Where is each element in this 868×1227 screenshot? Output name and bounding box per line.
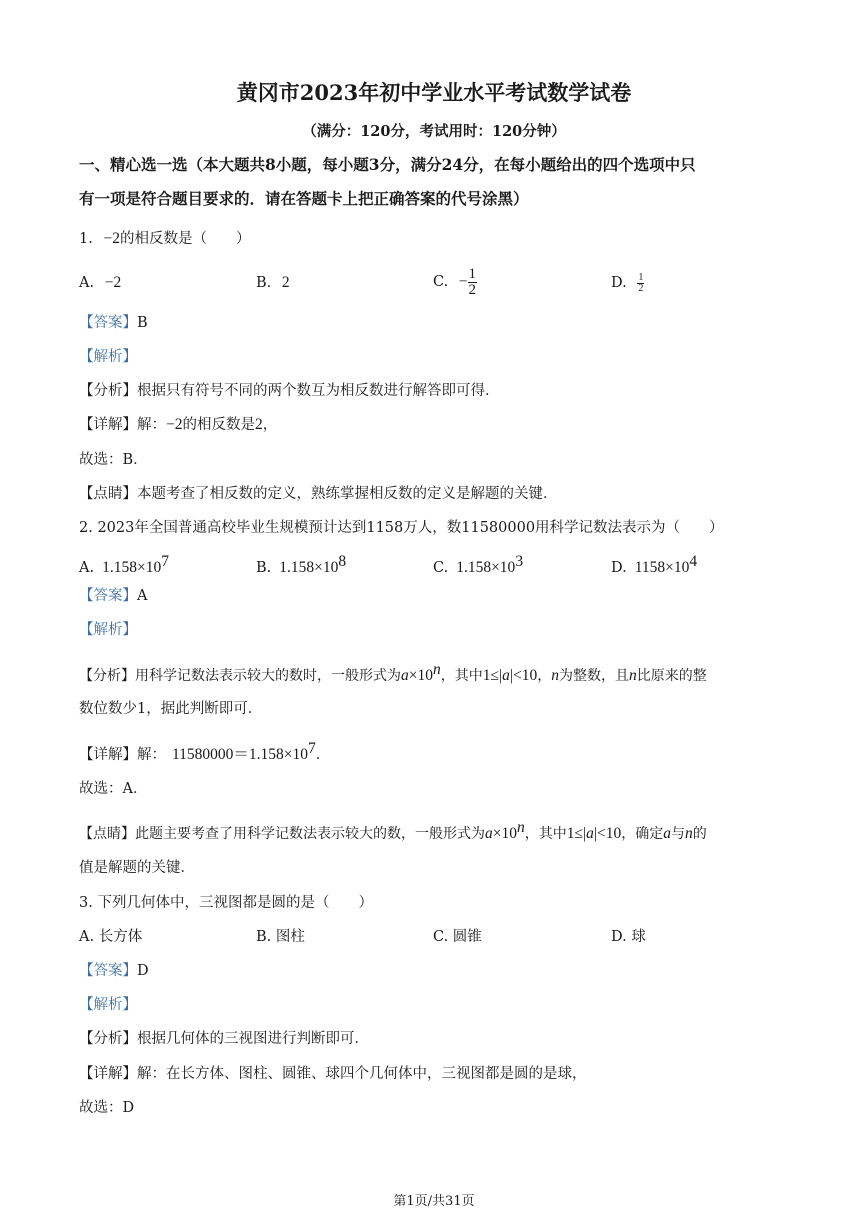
- answer-tag: 【答案】: [79, 963, 137, 979]
- text: 解：: [137, 747, 166, 763]
- option-label: C.: [433, 274, 449, 290]
- math-variable: a: [663, 825, 671, 842]
- fenxi-text: 根据几何体的三视图进行判断即可．: [137, 1031, 369, 1047]
- fenxi-line: [79, 381, 500, 401]
- analysis-line: [79, 620, 137, 640]
- math-variable: n: [684, 825, 693, 842]
- section-heading-line2: 有一项是符合题目要求的．请在答题卡上把正确答案的代号涂黑）: [79, 189, 529, 208]
- dianjing-line-2: 值是解题的关键．: [79, 860, 195, 876]
- option-label: D.: [611, 275, 627, 291]
- option-label: B.: [256, 560, 272, 576]
- option-a: [79, 273, 121, 293]
- text: ，其中: [440, 668, 483, 684]
- question-text: 的相反数是（ ）: [119, 231, 251, 247]
- question-3-stem: 3. 下列几何体中，三视图都是圆的是（ ）: [79, 895, 373, 911]
- option-label: A.: [79, 275, 95, 291]
- answer-tag: 【答案】: [79, 588, 137, 604]
- fenxi-line-2: 数位数少1，据此判断即可．: [79, 701, 263, 717]
- choose-line: 故选：D: [79, 1100, 135, 1116]
- option-value: 1158×10: [634, 559, 690, 576]
- option-b: [256, 552, 346, 578]
- option-a: A. 长方体: [79, 929, 143, 945]
- math-variable: n: [628, 667, 637, 684]
- option-label: A.: [79, 560, 95, 576]
- text: 用科学记数法表示较大的数时，一般形式为: [135, 668, 401, 684]
- fenxi-tag: 【分析】: [79, 383, 137, 399]
- math-expression: −2: [103, 230, 120, 247]
- xiangjie-text: 解：在长方体、图柱、圆锥、球四个几何体中，三视图都是圆的是球，: [137, 1066, 587, 1082]
- option-sign: −: [458, 273, 468, 290]
- option-value: 1.158×10: [102, 559, 162, 576]
- option-value: 2: [281, 274, 290, 291]
- dianjing-tag: 【点睛】: [79, 486, 137, 502]
- math-variable: a: [485, 825, 493, 842]
- text: 为整数，且: [558, 668, 629, 684]
- math-expression: |<10: [593, 825, 622, 842]
- answer-value: A: [137, 588, 148, 604]
- xiangjie-line: [79, 415, 277, 435]
- option-c: [433, 262, 477, 302]
- xiangjie-tag: 【详解】: [79, 1066, 137, 1082]
- choose-line: 故选：A．: [79, 781, 148, 797]
- exponent: n: [517, 819, 525, 836]
- fraction-numerator: 1: [638, 271, 644, 283]
- math-expression: |<10: [509, 667, 538, 684]
- math-variable: a: [586, 825, 594, 842]
- section-heading-line1: 一、精心选一选（本大题共8小题，每小题3分，满分24分，在每小题给出的四个选项中只: [79, 155, 696, 174]
- math-variable: n: [551, 667, 559, 684]
- fraction-denominator: 2: [468, 281, 477, 298]
- fenxi-text: 根据只有符号不同的两个数互为相反数进行解答即可得．: [137, 383, 500, 399]
- option-b: [256, 273, 290, 293]
- fenxi-line: [79, 1029, 369, 1049]
- option-value: 1.158×10: [279, 559, 339, 576]
- answer-value: B: [137, 315, 148, 331]
- question-2-stem: 2. 2023年全国普通高校毕业生规模预计达到1158万人，数11580000用科学记数法表示为（ ）: [79, 520, 724, 536]
- analysis-line: [79, 995, 137, 1015]
- dianjing-line: [79, 484, 558, 504]
- math-expression: 1≤|: [482, 667, 503, 684]
- option-d: [611, 552, 697, 578]
- option-c: C. 圆锥: [433, 929, 482, 945]
- analysis-line: [79, 347, 137, 367]
- fenxi-line: [79, 660, 707, 686]
- fraction-denominator: 2: [638, 282, 644, 294]
- option-label: C.: [433, 560, 449, 576]
- exponent: 7: [161, 553, 169, 570]
- analysis-tag: 【解析】: [79, 622, 137, 638]
- exponent: 7: [308, 740, 316, 757]
- option-c: [433, 552, 523, 578]
- math-expression: 2: [255, 416, 263, 433]
- answer-value: D: [137, 963, 149, 979]
- text: 与: [670, 826, 685, 842]
- page-number: 第1页/共31页: [393, 1194, 475, 1209]
- option-b: B. 图柱: [256, 929, 305, 945]
- answer-line: [79, 586, 147, 606]
- option-label: D.: [611, 560, 627, 576]
- text: 比原来的整: [636, 668, 707, 684]
- math-variable: a: [401, 667, 409, 684]
- text: 解：: [137, 417, 166, 433]
- choose-line: 故选：B．: [79, 452, 148, 468]
- option-a: [79, 552, 169, 578]
- answer-tag: 【答案】: [79, 315, 137, 331]
- option-value: 1.158×10: [456, 559, 516, 576]
- xiangjie-line: [79, 1064, 587, 1084]
- text: 此题主要考查了用科学记数法表示较大的数，一般形式为: [135, 826, 485, 842]
- fraction: [468, 267, 478, 298]
- exponent: 3: [515, 553, 524, 570]
- xiangjie-tag: 【详解】: [79, 417, 137, 433]
- text: ，: [262, 417, 278, 433]
- exponent: 4: [689, 553, 698, 570]
- fenxi-tag: 【分析】: [79, 1031, 137, 1047]
- answer-line: [79, 313, 148, 333]
- xiangjie-line: [79, 739, 330, 765]
- math-expression: ×10: [408, 667, 433, 684]
- dianjing-line: [79, 818, 707, 844]
- option-label: B.: [256, 275, 272, 291]
- question-number: 1.: [79, 231, 93, 247]
- option-d: [611, 270, 644, 296]
- math-expression: −2: [166, 416, 183, 433]
- option-value: −2: [104, 274, 122, 291]
- question-1-stem: [79, 229, 250, 249]
- exponent: 8: [338, 553, 347, 570]
- analysis-tag: 【解析】: [79, 997, 137, 1013]
- exponent: n: [433, 661, 441, 678]
- fraction: [637, 273, 644, 294]
- fraction-numerator: 1: [468, 265, 477, 282]
- page-title: 黄冈市2023年初中学业水平考试数学试卷: [236, 80, 632, 105]
- text: ，确定: [621, 826, 664, 842]
- exam-info: （满分：120分，考试用时：120分钟）: [302, 123, 566, 140]
- text: 的相反数是: [182, 417, 255, 433]
- text: ，: [537, 668, 552, 684]
- text: 的: [692, 826, 707, 842]
- text: ．: [315, 747, 331, 763]
- analysis-tag: 【解析】: [79, 349, 137, 365]
- text: ，其中: [524, 826, 567, 842]
- math-expression: 1≤|: [566, 825, 587, 842]
- dianjing-tag: 【点睛】: [79, 826, 135, 842]
- xiangjie-tag: 【详解】: [79, 747, 137, 763]
- math-variable: a: [502, 667, 510, 684]
- answer-line: [79, 961, 149, 981]
- math-expression: 11580000＝1.158×10: [172, 746, 309, 763]
- dianjing-text: 本题考查了相反数的定义，熟练掌握相反数的定义是解题的关键．: [137, 486, 558, 502]
- math-expression: ×10: [492, 825, 517, 842]
- option-d: D. 球: [611, 929, 646, 945]
- fenxi-tag: 【分析】: [79, 668, 135, 684]
